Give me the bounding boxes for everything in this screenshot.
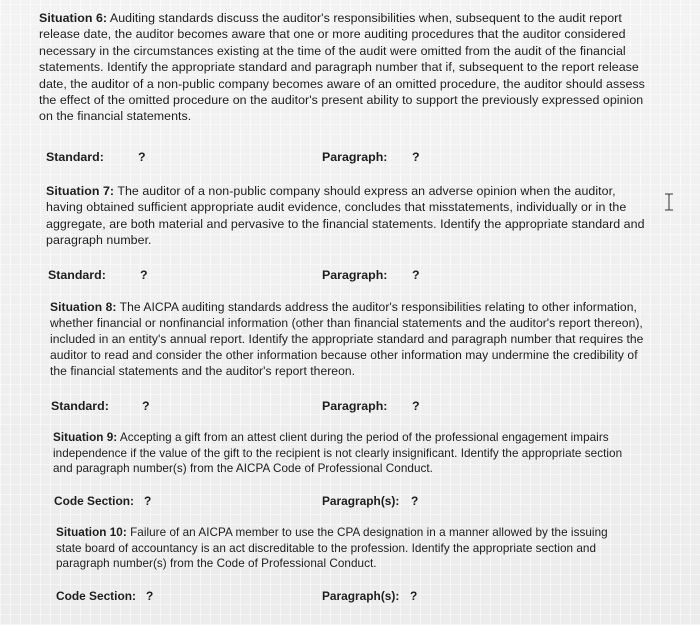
situation-9-section-value[interactable]: ? — [144, 494, 152, 508]
situation-9-paragraphs-label: Paragraph(s): — [322, 494, 400, 508]
situation-8-standard-label: Standard: — [51, 399, 109, 413]
situation-7-label: Situation 7: — [46, 184, 115, 198]
situation-7-standard-label: Standard: — [48, 268, 106, 282]
situation-6-paragraph — [39, 10, 651, 125]
situation-7-text: The auditor of a non-public company should express an adverse opinion when the auditor, having obtained sufficient appropriate audit evidence, concludes that misstatements, individually or in the aggregate, are both material and pervasive to the financial statements. Identify the appropriate standard and paragraph number. — [46, 184, 645, 248]
situation-10-paragraph — [56, 525, 636, 572]
situation-7-standard-value[interactable]: ? — [140, 268, 148, 282]
situation-6-answer-row — [46, 149, 446, 165]
situation-9-answer-row — [54, 493, 454, 509]
situation-6-paragraph-value[interactable]: ? — [412, 150, 420, 164]
situation-9-section-label: Code Section: — [54, 494, 134, 508]
situation-7-paragraph — [46, 183, 651, 249]
situation-9-paragraph — [53, 430, 638, 477]
situation-9-paragraphs-value[interactable]: ? — [411, 494, 419, 508]
situation-10-section-value[interactable]: ? — [146, 589, 154, 603]
situation-8-standard-value[interactable]: ? — [142, 399, 150, 413]
situation-9-label: Situation 9: — [53, 431, 118, 444]
situation-10-section-label: Code Section: — [56, 589, 136, 603]
situation-10-answer-row — [56, 588, 456, 604]
situation-8-answer-row — [51, 398, 451, 414]
text-cursor-icon — [663, 193, 675, 211]
situation-8-text: The AICPA auditing standards address the auditor's responsibilities relating to other information, whether financial or nonfinancial information (other than financial statements and the auditor's report thereon), included in an entity's annual report. Identify the appropriate standard and paragraph number that requires the auditor to read and consider the other information because other information may undermine the credibility of the financial statements and the auditor's report thereon. — [50, 300, 644, 378]
situation-8-paragraph-label: Paragraph: — [322, 399, 388, 413]
situation-10-paragraphs-label: Paragraph(s): — [322, 589, 400, 603]
situation-10-text: Failure of an AICPA member to use the CPA designation in a manner allowed by the issuing state board of accountancy is an act discreditable to the profession. Identify the appropriate section and paragraph number(s) from the Code of Professional Conduct. — [56, 526, 608, 571]
situation-10-label: Situation 10: — [56, 526, 127, 539]
situation-10-paragraphs-value[interactable]: ? — [410, 589, 418, 603]
situation-6-standard-label: Standard: — [46, 150, 104, 164]
situation-7-answer-row — [48, 267, 448, 283]
situation-8-paragraph — [50, 300, 648, 380]
situation-6-label: Situation 6: — [39, 11, 108, 25]
situation-8-paragraph-value[interactable]: ? — [412, 399, 420, 413]
situation-6-standard-value[interactable]: ? — [138, 150, 146, 164]
situation-8-label: Situation 8: — [50, 300, 117, 314]
situation-6-paragraph-label: Paragraph: — [322, 150, 388, 164]
situation-9-text: Accepting a gift from an attest client during the period of the professional engagement impairs independence if the value of the gift to the recipient is not clearly insignificant. Identify the appropriate section and paragraph number(s) from the AICPA Code of Professional Conduct. — [53, 431, 623, 476]
situation-7-paragraph-value[interactable]: ? — [412, 268, 420, 282]
situation-7-paragraph-label: Paragraph: — [322, 268, 388, 282]
situation-6-text: Auditing standards discuss the auditor's responsibilities when, subsequent to the audit report release date, the auditor becomes aware that one or more auditing procedures that the auditor considered necessary in the circumstances existing at the time of the audit were omitted from the audit of the financial statements. Identify the appropriate standard and paragraph number that if, subsequent to the report release date, the auditor of a non-public company becomes aware of an omitted procedure, the auditor should assess the effect of the omitted procedure on the auditor's present ability to support the previously expressed opinion on the financial statements. — [39, 11, 645, 124]
